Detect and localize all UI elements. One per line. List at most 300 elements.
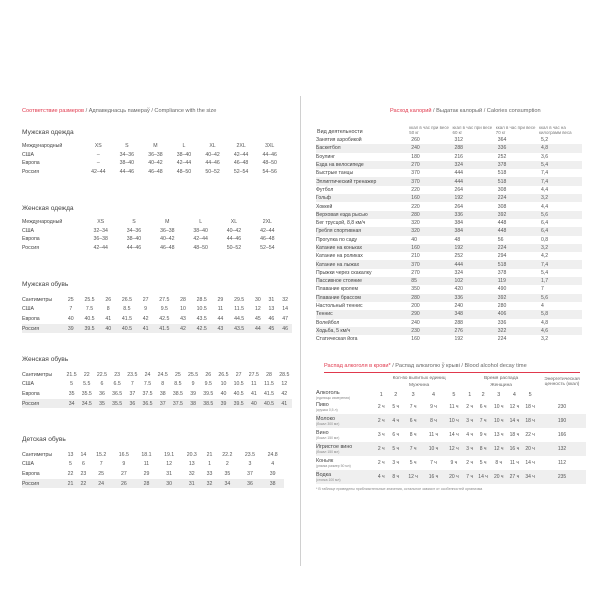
table-cell: 26 — [205, 371, 212, 378]
table-cell: M — [165, 219, 170, 226]
table-row — [22, 244, 284, 253]
male-time: 2 ч — [374, 414, 388, 428]
male-unit: 3 — [411, 391, 415, 398]
female-time: 11 ч — [509, 459, 520, 466]
activity-name: Езда на велосипеде — [316, 161, 408, 169]
row-label: Европа — [22, 470, 40, 477]
drink-label: Водка — [316, 471, 332, 478]
table-cell: 18.1 — [141, 451, 152, 458]
table-cell: 7,4 — [538, 177, 582, 185]
female-time: 7 ч — [475, 414, 491, 428]
male-time: 5 ч — [388, 442, 402, 456]
table-row — [316, 414, 586, 428]
table-cell: 40.5 — [261, 399, 276, 409]
table-cell: 34 — [64, 399, 79, 409]
male-time: 5 ч — [392, 403, 400, 410]
table-cell: 34–36 — [126, 227, 142, 234]
table-cell: 36 — [99, 390, 105, 397]
table-row — [22, 159, 284, 168]
table-row — [316, 161, 582, 169]
table-cell: 24.8 — [267, 451, 278, 458]
table-cell: 28 — [180, 296, 186, 303]
table-cell: 37.5 — [142, 390, 153, 397]
table-cell: 36.5 — [112, 390, 123, 397]
activity-name: Прыжки через скакалку — [316, 269, 372, 276]
male-time: 2 ч — [377, 403, 385, 410]
table-cell: 44–46 — [226, 236, 242, 243]
table-cell: 5,2 — [541, 137, 549, 144]
table-row — [316, 136, 582, 144]
table-cell: 6 — [81, 461, 85, 468]
table-cell: 490 — [497, 286, 507, 293]
table-cell: 14 — [80, 451, 87, 458]
table-cell: 21 — [206, 451, 213, 458]
table-cell: 192 — [452, 244, 495, 252]
activity-name: Плавание кролем — [316, 286, 358, 293]
table-cell: 50–52 — [205, 169, 220, 176]
table-cell: 48–50 — [193, 245, 208, 252]
table-cell: 324 — [452, 161, 495, 169]
table-cell: 320 — [411, 220, 420, 227]
female-header: Женщина — [490, 383, 512, 389]
table-cell: 29.5 — [234, 296, 245, 303]
table-cell: 38.5 — [201, 399, 216, 409]
table-cell: 52–54 — [260, 245, 275, 252]
table-cell: 28.5 — [279, 371, 290, 378]
table-row — [22, 370, 292, 380]
table-cell: 31 — [268, 296, 275, 303]
table-cell: 38 — [261, 479, 284, 489]
activity-name: Катание на лыжах — [316, 260, 408, 268]
table-row — [316, 456, 586, 470]
table-cell: 8 — [161, 381, 165, 388]
table-cell: 13 — [268, 306, 275, 313]
activity-name: Бег трусцой, 8,8 км/ч — [316, 220, 366, 227]
table-cell: L — [182, 143, 186, 150]
male-unit: 1 — [379, 391, 383, 398]
table-cell: 119 — [495, 277, 538, 285]
table-cell: 392 — [495, 294, 538, 302]
activity-name: Гольф — [316, 194, 408, 202]
table-cell: 43 — [180, 315, 186, 322]
table-cell: 6,4 — [541, 220, 549, 227]
male-time: 3 ч — [392, 459, 400, 466]
table-cell: 518 — [495, 177, 538, 185]
row-label: Международный — [22, 143, 63, 150]
table-cell: 102 — [452, 277, 495, 285]
alcohol-header-row — [316, 375, 586, 382]
kids-shoes-title: Детская обувь — [22, 436, 66, 443]
table-cell: 40.5 — [233, 390, 244, 397]
table-cell: 40 — [101, 324, 115, 334]
table-cell: 44–46 — [126, 245, 142, 252]
table-cell: 322 — [495, 327, 538, 335]
male-time: 4 ч — [374, 470, 388, 484]
table-cell: 45 — [265, 324, 279, 334]
row-label: США — [22, 461, 34, 468]
table-cell: 32 — [203, 479, 216, 489]
table-cell: 46–48 — [233, 160, 249, 167]
table-cell: 35 — [224, 470, 231, 477]
drink-name — [316, 428, 374, 442]
table-cell: – — [96, 160, 100, 167]
table-cell: 25 — [175, 371, 181, 378]
table-cell: 364 — [497, 137, 507, 144]
female-time: 9 ч — [479, 431, 487, 438]
table-cell: 85 — [408, 277, 451, 285]
drink-sublabel: (бокал 150 мл) — [316, 435, 340, 440]
table-cell: 38–40 — [126, 236, 142, 243]
female-unit: 3 — [497, 391, 501, 398]
table-cell: 37 — [247, 470, 253, 477]
activity-name: Статическая йога — [316, 336, 358, 343]
table-cell: 46–48 — [148, 169, 163, 176]
table-cell: 15.2 — [96, 451, 107, 458]
female-time: 12 ч — [491, 442, 507, 456]
table-cell: 10.5 — [196, 306, 207, 313]
male-time: 4 ч — [388, 414, 402, 428]
table-cell: 336 — [497, 319, 507, 326]
table-cell: 42–44 — [93, 245, 108, 252]
male-time: 12 ч — [403, 470, 423, 484]
female-time: 5 ч — [479, 459, 487, 466]
table-cell: 43.5 — [196, 315, 207, 322]
table-cell: 4 — [271, 461, 275, 468]
table-cell: 35 — [68, 390, 75, 397]
table-cell: 264 — [454, 203, 464, 210]
table-cell: 5 — [69, 461, 72, 468]
table-cell: 21.5 — [66, 371, 77, 378]
table-cell: 1,7 — [538, 277, 582, 285]
page-divider — [300, 96, 301, 566]
table-row — [316, 335, 582, 343]
female-time: 18 ч — [525, 403, 535, 410]
table-row — [316, 400, 586, 414]
table-cell: 6 — [100, 381, 104, 388]
table-cell: 28 — [266, 371, 272, 378]
table-cell: 324 — [454, 269, 464, 276]
row-label: Россия — [22, 479, 64, 489]
table-cell: 35.5 — [81, 390, 92, 397]
drink-label: Молоко — [316, 415, 336, 422]
table-cell: 36 — [125, 399, 140, 409]
table-cell: 444 — [452, 177, 495, 185]
table-cell: 25.5 — [188, 371, 199, 378]
female-time: 14 ч — [475, 470, 491, 484]
female-unit: 1 — [468, 391, 472, 398]
table-cell: 4,6 — [538, 327, 582, 335]
table-cell: 32 — [282, 296, 289, 303]
table-cell: 518 — [495, 260, 538, 268]
table-cell: 220 — [411, 203, 420, 210]
male-time: 11 ч — [428, 431, 439, 438]
row-label: Европа — [22, 390, 40, 397]
female-time: 18 ч — [509, 431, 520, 438]
table-cell: 448 — [495, 227, 538, 235]
row-label: Россия — [22, 324, 64, 334]
table-cell: 42–44 — [260, 227, 275, 234]
table-cell: 224 — [495, 194, 538, 202]
table-cell: 6.5 — [113, 381, 121, 388]
female-time: 34 ч — [522, 470, 538, 484]
table-cell: 26 — [113, 479, 136, 489]
table-cell: 25 — [98, 470, 105, 477]
female-time: 14 ч — [507, 414, 523, 428]
row-label: США — [22, 381, 34, 388]
table-cell: 46 — [268, 315, 275, 322]
table-row — [316, 319, 582, 327]
table-cell: 32–34 — [93, 227, 108, 234]
table-row — [316, 177, 582, 185]
row-label: Европа — [22, 315, 40, 322]
table-row — [316, 202, 582, 210]
table-cell: 240 — [454, 303, 464, 310]
table-cell: 240 — [411, 319, 420, 326]
table-cell: 46–48 — [160, 245, 175, 252]
drink-sublabel: (кружка 0,5 л) — [316, 407, 338, 412]
table-cell: 7,4 — [538, 260, 582, 268]
table-cell: 210 — [411, 253, 420, 260]
table-cell: 4,8 — [538, 144, 582, 152]
table-cell: 34–36 — [119, 151, 135, 158]
table-row — [316, 428, 586, 442]
table-row — [316, 277, 582, 285]
table-cell: 52–54 — [233, 169, 249, 176]
table-row — [316, 211, 582, 219]
table-cell: 40–42 — [226, 227, 242, 234]
table-cell: 27 — [142, 296, 149, 303]
row-label: США — [22, 306, 34, 313]
table-cell: 36–38 — [160, 227, 175, 234]
table-cell: 41 — [277, 399, 292, 409]
table-cell: XS — [94, 143, 102, 150]
female-time: 20 ч — [522, 442, 538, 456]
table-cell: 47 — [282, 315, 289, 322]
male-time: 6 ч — [403, 414, 423, 428]
row-label: Сантиметры — [22, 296, 53, 303]
table-cell: 160 — [408, 244, 451, 252]
table-cell: 30 — [158, 479, 181, 489]
male-time: 3 ч — [377, 431, 385, 438]
activity-name: Теннис — [316, 310, 408, 318]
table-cell: 406 — [495, 310, 538, 318]
table-cell: 23.5 — [127, 371, 138, 378]
table-cell: 13 — [188, 461, 195, 468]
table-cell: 252 — [454, 253, 464, 260]
table-row — [22, 460, 284, 470]
male-unit: 4 — [432, 391, 435, 398]
table-cell: 29 — [217, 296, 224, 303]
table-cell: 41.5 — [263, 390, 275, 397]
qty-label: Кол-во выпитых единиц — [392, 376, 446, 381]
table-cell: 288 — [452, 144, 495, 152]
table-cell: 23 — [114, 371, 121, 378]
table-row — [22, 389, 292, 399]
table-cell: 224 — [497, 336, 507, 343]
activity-name: Плавание брассом — [316, 294, 408, 302]
table-cell: 28 — [135, 479, 158, 489]
table-cell: 32 — [188, 470, 195, 477]
table-cell: 308 — [497, 203, 507, 210]
table-cell: 45 — [254, 315, 261, 322]
table-cell: 40–42 — [148, 160, 163, 167]
table-cell: 35 — [94, 399, 109, 409]
table-cell: 27.5 — [159, 296, 170, 303]
male-time: 2 ч — [377, 459, 385, 466]
table-cell: 36–38 — [148, 151, 163, 158]
female-time: 3 ч — [464, 442, 475, 456]
table-cell: 230 — [408, 327, 451, 335]
kcal-value: 112 — [558, 459, 566, 466]
table-cell: 41 — [139, 324, 153, 334]
table-cell: 9.5 — [160, 306, 168, 313]
table-cell: 370 — [408, 260, 451, 268]
table-cell: 20.3 — [186, 451, 197, 458]
female-time: 3 ч — [464, 414, 475, 428]
table-cell: 6,4 — [538, 227, 582, 235]
row-label: Европа — [22, 160, 40, 167]
table-cell: 7 — [99, 461, 103, 468]
table-cell: 5,4 — [541, 269, 549, 276]
activity-name: Верховая езда рысью — [316, 211, 408, 219]
table-cell: 11 — [217, 306, 224, 313]
table-cell: 5.5 — [83, 381, 91, 388]
table-cell: 7 — [130, 381, 134, 388]
table-cell: 38–40 — [193, 227, 208, 234]
table-cell: 50–52 — [226, 245, 242, 252]
table-cell: XL — [209, 143, 216, 150]
table-cell: 38 — [159, 390, 166, 397]
table-cell: 42–44 — [233, 151, 249, 158]
activity-name: Занятия аэробикой — [316, 137, 362, 144]
table-cell: 11.5 — [264, 381, 274, 388]
table-cell: 44–46 — [205, 160, 220, 167]
table-row — [22, 479, 284, 489]
drink-sublabel: (стопка 100 мл) — [316, 477, 341, 482]
kids-shoes-table — [22, 450, 284, 488]
table-cell: 312 — [454, 137, 464, 144]
table-cell: 5,8 — [538, 310, 582, 318]
table-cell: 40.5 — [84, 315, 95, 322]
row-label: Россия — [22, 399, 64, 409]
male-time: 8 ч — [423, 414, 443, 428]
female-time: 2 ч — [466, 459, 474, 466]
table-cell: 8 — [106, 306, 110, 313]
table-cell: 280 — [408, 211, 451, 219]
info-page — [302, 0, 600, 600]
table-cell: 384 — [452, 227, 495, 235]
table-cell: 42 — [142, 315, 149, 322]
table-cell: 0,8 — [541, 236, 549, 243]
table-cell: 280 — [408, 294, 451, 302]
table-row — [316, 186, 582, 194]
table-cell: 192 — [454, 336, 464, 343]
table-cell: 12 — [281, 381, 288, 388]
female-time: 13 ч — [493, 431, 504, 438]
female-time: 27 ч — [507, 470, 523, 484]
alcohol-table — [316, 375, 586, 484]
table-row — [316, 194, 582, 202]
table-cell: 10 — [180, 306, 186, 313]
female-time: 10 ч — [493, 403, 504, 410]
drink-sublabel: (бокал 150 мл) — [316, 449, 340, 454]
table-cell: 44 — [217, 315, 224, 322]
female-time: 18 ч — [522, 414, 538, 428]
male-time: 9 ч — [430, 403, 437, 410]
row-label: Сантиметры — [22, 451, 53, 458]
table-cell: 5,4 — [538, 161, 582, 169]
table-cell: 24 — [90, 479, 113, 489]
table-cell: 39 — [64, 324, 78, 334]
table-cell: 29 — [143, 470, 150, 477]
activity-name: Пассивное стояние — [316, 277, 408, 285]
calories-header-cell: Вид деятельности — [317, 129, 363, 136]
activity-name: Катание на роликах — [316, 253, 363, 260]
table-cell: 348 — [452, 310, 495, 318]
energy-header: Энергетическая ценность (ккал) — [544, 377, 580, 388]
table-cell: 54–56 — [262, 169, 277, 176]
male-unit: 5 — [452, 391, 456, 398]
table-cell: 12 — [254, 306, 261, 313]
table-cell: 10.5 — [233, 381, 244, 388]
drink-label: Игристое вино — [316, 443, 353, 450]
table-cell: 48–50 — [176, 169, 192, 176]
female-time: 8 ч — [495, 459, 503, 466]
table-cell: 31 — [166, 470, 172, 477]
kcal-value: 166 — [557, 431, 567, 438]
table-cell: 40 — [67, 315, 74, 322]
table-cell: 444 — [454, 170, 464, 177]
table-row — [316, 169, 582, 177]
table-cell: XL — [230, 219, 238, 226]
male-time: 10 ч — [423, 442, 443, 456]
table-cell: 288 — [454, 319, 464, 326]
table-cell: 320 — [408, 227, 451, 235]
male-unit: 2 — [394, 391, 398, 398]
drink-label: Пиво — [316, 401, 329, 408]
time-label: Время распада — [483, 376, 519, 381]
table-row — [316, 260, 582, 268]
table-cell: 7.5 — [143, 381, 152, 388]
female-time: 10 ч — [491, 414, 507, 428]
calories-header-cell: ккал в час при весе 50 кг — [409, 125, 449, 136]
row-label: Сантиметры — [22, 371, 53, 378]
table-cell: 9 — [122, 461, 126, 468]
table-cell: 40 — [220, 390, 227, 397]
table-cell: 26.5 — [218, 371, 229, 378]
female-time: 14 ч — [525, 459, 535, 466]
table-cell: 378 — [495, 161, 538, 169]
table-row — [22, 151, 284, 160]
table-row — [22, 142, 284, 151]
activity-name: Эллиптический тренажер — [316, 177, 408, 185]
kcal-value: 132 — [538, 442, 586, 456]
male-header: Мужчина — [408, 383, 430, 389]
table-cell: 39 — [190, 390, 196, 397]
table-cell: 24 — [144, 371, 151, 378]
female-time: 16 ч — [507, 442, 523, 456]
sizes-title: Соответствие размеров / Адпаведнасць памераў / Compliance with the size — [22, 108, 217, 114]
table-cell: 27 — [235, 371, 242, 378]
table-cell: 336 — [495, 144, 538, 152]
table-cell: 216 — [454, 153, 464, 160]
table-row — [316, 219, 582, 227]
table-cell: 2XL — [262, 219, 272, 226]
alcohol-title: Распад алкоголя в крови* / Распад алкаголю ў крыві / Blood alcohol decay time — [324, 363, 527, 369]
table-cell: 8.5 — [174, 381, 182, 388]
table-cell: 42.5 — [159, 315, 170, 322]
calories-header-row — [316, 120, 582, 136]
